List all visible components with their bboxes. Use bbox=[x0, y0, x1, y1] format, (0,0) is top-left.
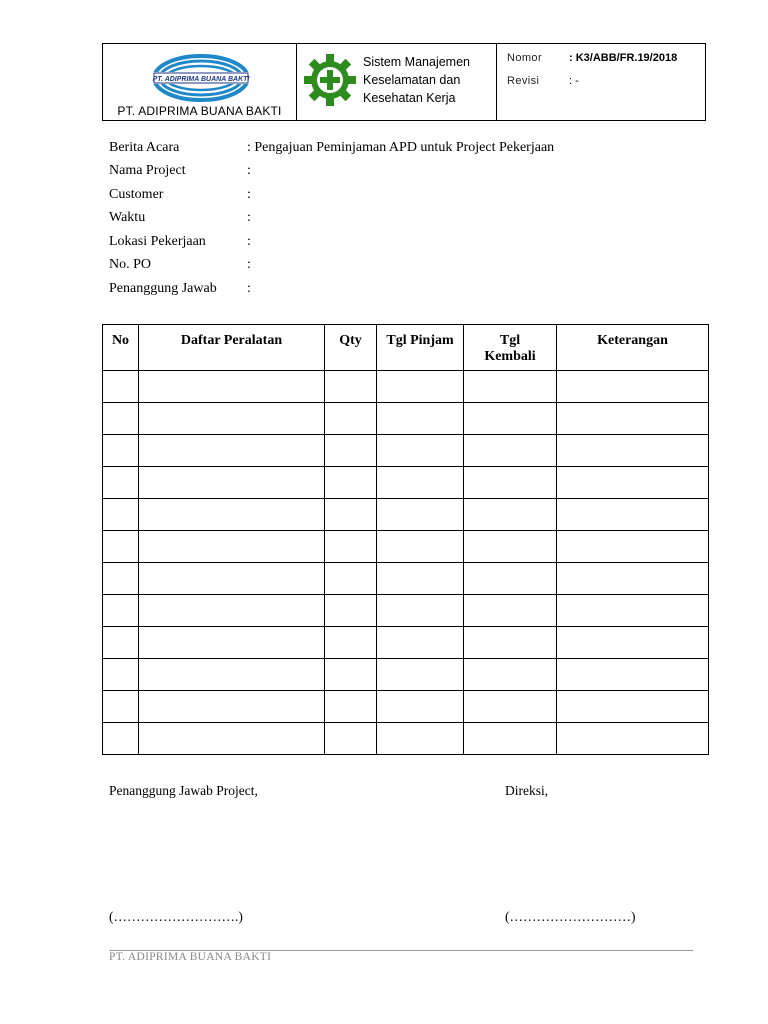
system-title bbox=[363, 53, 495, 107]
cell-tgl-kembali[interactable] bbox=[464, 499, 557, 531]
cell-keterangan[interactable] bbox=[557, 595, 709, 627]
company-name: PT. ADIPRIMA BUANA BAKTI bbox=[117, 104, 282, 118]
cell-qty[interactable] bbox=[325, 403, 377, 435]
cell-qty[interactable] bbox=[325, 627, 377, 659]
cell-no[interactable] bbox=[103, 531, 139, 563]
cell-daftar-peralatan[interactable] bbox=[139, 563, 325, 595]
info-row-berita-acara bbox=[109, 136, 554, 160]
cell-tgl-kembali[interactable] bbox=[464, 627, 557, 659]
cell-keterangan[interactable] bbox=[557, 627, 709, 659]
info-value: : Pengajuan Peminjaman APD untuk Project Pekerjaan bbox=[247, 139, 555, 155]
nomor-label: Nomor bbox=[507, 52, 543, 64]
cell-no[interactable] bbox=[103, 627, 139, 659]
cell-daftar-peralatan[interactable] bbox=[139, 531, 325, 563]
cell-tgl-pinjam[interactable] bbox=[377, 531, 464, 563]
cell-daftar-peralatan[interactable] bbox=[139, 467, 325, 499]
cell-no[interactable] bbox=[103, 371, 139, 403]
table-row bbox=[103, 531, 709, 563]
info-value: : bbox=[247, 163, 251, 179]
cell-qty[interactable] bbox=[325, 723, 377, 755]
system-title-line: Sistem Manajemen bbox=[363, 55, 470, 69]
info-fields bbox=[109, 136, 554, 301]
nomor-value: : K3/ABB/FR.19/2018 bbox=[569, 52, 678, 64]
signature-blank-project-lead: (……………………….) bbox=[109, 909, 243, 924]
cell-no[interactable] bbox=[103, 691, 139, 723]
cell-daftar-peralatan[interactable] bbox=[139, 627, 325, 659]
cell-no[interactable] bbox=[103, 595, 139, 627]
cell-no[interactable] bbox=[103, 659, 139, 691]
revisi-row bbox=[507, 75, 579, 87]
col-header-tgl-kembali-line: Tgl bbox=[499, 333, 521, 348]
table-row bbox=[103, 403, 709, 435]
cell-daftar-peralatan[interactable] bbox=[139, 499, 325, 531]
company-logo-cell bbox=[103, 44, 297, 120]
cell-keterangan[interactable] bbox=[557, 723, 709, 755]
system-title-line: Kesehatan Kerja bbox=[363, 91, 456, 105]
cell-qty[interactable] bbox=[325, 499, 377, 531]
info-label: Nama Project bbox=[109, 163, 186, 179]
cell-no[interactable] bbox=[103, 723, 139, 755]
cell-keterangan[interactable] bbox=[557, 371, 709, 403]
info-value: : bbox=[247, 210, 251, 226]
cell-tgl-pinjam[interactable] bbox=[377, 723, 464, 755]
info-row-penanggung-jawab bbox=[109, 277, 554, 301]
cell-tgl-kembali[interactable] bbox=[464, 403, 557, 435]
info-value: : bbox=[247, 186, 251, 202]
company-logo-icon bbox=[151, 53, 251, 103]
cell-keterangan[interactable] bbox=[557, 691, 709, 723]
cell-qty[interactable] bbox=[325, 531, 377, 563]
table-row bbox=[103, 595, 709, 627]
cell-tgl-pinjam[interactable] bbox=[377, 627, 464, 659]
cell-keterangan[interactable] bbox=[557, 467, 709, 499]
cell-tgl-pinjam[interactable] bbox=[377, 403, 464, 435]
cell-daftar-peralatan[interactable] bbox=[139, 723, 325, 755]
table-row bbox=[103, 563, 709, 595]
cell-no[interactable] bbox=[103, 563, 139, 595]
table-row bbox=[103, 723, 709, 755]
table-row bbox=[103, 467, 709, 499]
info-row-lokasi-pekerjaan bbox=[109, 230, 554, 254]
info-label: Lokasi Pekerjaan bbox=[109, 233, 206, 249]
table-row bbox=[103, 691, 709, 723]
table-row bbox=[103, 499, 709, 531]
cell-qty[interactable] bbox=[325, 371, 377, 403]
table-row bbox=[103, 371, 709, 403]
cell-tgl-kembali[interactable] bbox=[464, 435, 557, 467]
info-row-no-po bbox=[109, 254, 554, 278]
document-number-cell bbox=[497, 44, 705, 120]
cell-keterangan[interactable] bbox=[557, 435, 709, 467]
cell-no[interactable] bbox=[103, 499, 139, 531]
cell-qty[interactable] bbox=[325, 595, 377, 627]
col-header-tgl-kembali-line: Kembali bbox=[484, 349, 536, 364]
cell-tgl-kembali[interactable] bbox=[464, 531, 557, 563]
cell-daftar-peralatan[interactable] bbox=[139, 403, 325, 435]
cell-tgl-pinjam[interactable] bbox=[377, 563, 464, 595]
info-value: : bbox=[247, 233, 251, 249]
revisi-label: Revisi bbox=[507, 75, 540, 87]
cell-keterangan[interactable] bbox=[557, 499, 709, 531]
info-label: Penanggung Jawab bbox=[109, 280, 217, 296]
cell-daftar-peralatan[interactable] bbox=[139, 371, 325, 403]
table-body bbox=[103, 371, 709, 755]
cell-tgl-kembali[interactable] bbox=[464, 563, 557, 595]
cell-tgl-pinjam[interactable] bbox=[377, 595, 464, 627]
info-value: : bbox=[247, 280, 251, 296]
cell-tgl-pinjam[interactable] bbox=[377, 467, 464, 499]
cell-keterangan[interactable] bbox=[557, 403, 709, 435]
col-header-no: No bbox=[103, 325, 139, 371]
cell-daftar-peralatan[interactable] bbox=[139, 435, 325, 467]
cell-daftar-peralatan[interactable] bbox=[139, 659, 325, 691]
cell-no[interactable] bbox=[103, 467, 139, 499]
cell-tgl-kembali[interactable] bbox=[464, 691, 557, 723]
cell-tgl-pinjam[interactable] bbox=[377, 499, 464, 531]
cell-qty[interactable] bbox=[325, 467, 377, 499]
signature-blank-direksi: (………………………) bbox=[505, 909, 636, 924]
footer-company-name: PT. ADIPRIMA BUANA BAKTI bbox=[109, 951, 272, 963]
cell-daftar-peralatan[interactable] bbox=[139, 691, 325, 723]
cell-daftar-peralatan[interactable] bbox=[139, 595, 325, 627]
info-label: Customer bbox=[109, 186, 164, 202]
cell-keterangan[interactable] bbox=[557, 659, 709, 691]
col-header-tgl-pinjam: Tgl Pinjam bbox=[377, 325, 464, 371]
cell-tgl-pinjam[interactable] bbox=[377, 371, 464, 403]
cell-qty[interactable] bbox=[325, 659, 377, 691]
system-title-line: Keselamatan dan bbox=[363, 73, 461, 87]
cell-keterangan[interactable] bbox=[557, 531, 709, 563]
cell-tgl-pinjam[interactable] bbox=[377, 435, 464, 467]
document-header bbox=[102, 43, 706, 121]
col-header-tgl-kembali bbox=[464, 325, 557, 371]
table-row bbox=[103, 627, 709, 659]
table-row bbox=[103, 659, 709, 691]
col-header-daftar-peralatan: Daftar Peralatan bbox=[139, 325, 325, 371]
info-row-waktu bbox=[109, 207, 554, 231]
system-title-cell bbox=[297, 44, 497, 120]
cell-tgl-kembali[interactable] bbox=[464, 659, 557, 691]
table-header-row bbox=[103, 325, 709, 371]
info-row-nama-project bbox=[109, 160, 554, 184]
cell-qty[interactable] bbox=[325, 691, 377, 723]
logo-text: PT. ADIPRIMA BUANA BAKTI bbox=[152, 76, 250, 83]
cell-tgl-pinjam[interactable] bbox=[377, 659, 464, 691]
cell-no[interactable] bbox=[103, 403, 139, 435]
k3-gear-cross-icon bbox=[303, 53, 357, 107]
signature-label-direksi: Direksi, bbox=[505, 783, 549, 798]
info-label: Berita Acara bbox=[109, 139, 180, 155]
cell-no[interactable] bbox=[103, 435, 139, 467]
cell-tgl-kembali[interactable] bbox=[464, 723, 557, 755]
info-label: Waktu bbox=[109, 210, 146, 226]
signature-label-project-lead: Penanggung Jawab Project, bbox=[109, 783, 258, 798]
cell-tgl-kembali[interactable] bbox=[464, 371, 557, 403]
info-row-customer bbox=[109, 183, 554, 207]
cell-keterangan[interactable] bbox=[557, 563, 709, 595]
cell-tgl-pinjam[interactable] bbox=[377, 691, 464, 723]
cell-tgl-kembali[interactable] bbox=[464, 595, 557, 627]
cell-qty[interactable] bbox=[325, 563, 377, 595]
table-row bbox=[103, 435, 709, 467]
nomor-row bbox=[507, 52, 677, 64]
cell-qty[interactable] bbox=[325, 435, 377, 467]
revisi-value: : - bbox=[569, 75, 579, 87]
info-value: : bbox=[247, 257, 251, 273]
info-label: No. PO bbox=[109, 257, 152, 273]
col-header-keterangan: Keterangan bbox=[557, 325, 709, 371]
col-header-qty: Qty bbox=[325, 325, 377, 371]
cell-tgl-kembali[interactable] bbox=[464, 467, 557, 499]
equipment-table bbox=[102, 324, 709, 755]
